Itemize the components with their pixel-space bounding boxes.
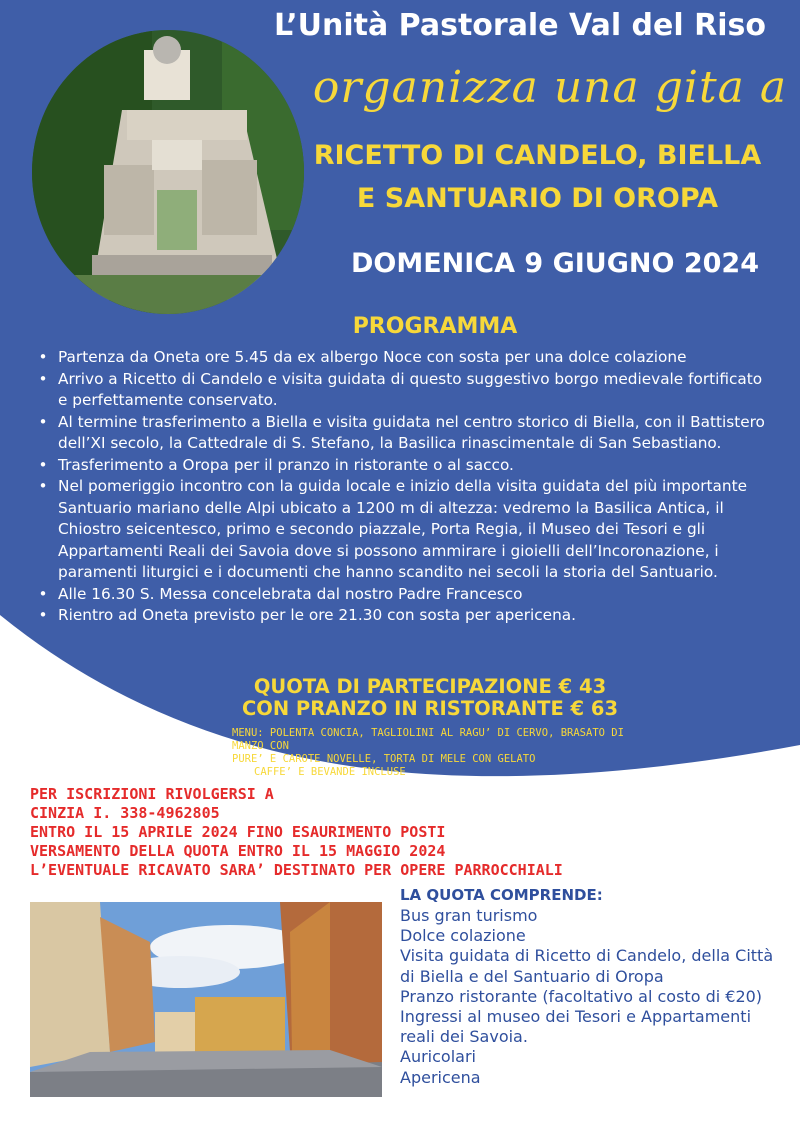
- includes-title: LA QUOTA COMPRENDE:: [400, 886, 603, 904]
- price-participation: QUOTA DI PARTECIPAZIONE € 43: [253, 675, 607, 698]
- biella-town-photo: [30, 902, 382, 1097]
- includes-item: Dolce colazione: [400, 926, 526, 946]
- bullet-icon: •: [38, 455, 48, 474]
- program-item: • Nel pomeriggio incontro con la guida locale e inizio della visita guidata del più importante Santuario mariano delle Alpi ubicato a 1200 m di altezza: vedremo la Basilica Antica, il Chiostro seicentesco, primo e secondo piazzale, Porta Regia, il Museo dei Tesori e gli Appartamenti Reali dei Savoia dove si possono ammirare i gioielli dell’Incoronazione, i paramenti liturgici e i documenti che hanno scandito nei secoli la storia del Santuario.: [36, 476, 776, 584]
- program-item: • Trasferimento a Oropa per il pranzo in ristorante o al sacco.: [36, 455, 776, 477]
- price-with-lunch: CON PRANZO IN RISTORANTE € 63: [241, 697, 619, 720]
- event-date: DOMENICA 9 GIUGNO 2024: [350, 248, 759, 279]
- oropa-sanctuary-photo: [32, 30, 304, 315]
- script-tagline: organizza una gita a: [312, 62, 788, 113]
- includes-item: Apericena: [400, 1067, 481, 1087]
- program-item: • Arrivo a Ricetto di Candelo e visita guidata di questo suggestivo borgo medievale fortificato e perfettamente conservato.: [36, 369, 776, 412]
- program-item: • Al termine trasferimento a Biella e visita guidata nel centro storico di Biella, con il Battistero dell’XI secolo, la Cattedrale di S. Stefano, la Basilica rinascimentale di San Sebastiano.: [36, 412, 776, 455]
- registration-info: [30, 785, 670, 880]
- program-list: [36, 347, 776, 627]
- registration-line: PER ISCRIZIONI RIVOLGERSI A: [30, 785, 274, 803]
- includes-list: [400, 906, 780, 1088]
- includes-item: Ingressi al museo dei Tesori e Appartamenti reali dei Savoia.: [400, 1007, 752, 1047]
- menu-description: [232, 727, 642, 779]
- destination-line-1: RICETTO DI CANDELO, BIELLA: [313, 140, 762, 171]
- includes-item: Visita guidata di Ricetto di Candelo, della Città di Biella e del Santuario di Oropa: [400, 946, 774, 986]
- bullet-icon: •: [38, 348, 48, 366]
- program-item: • Partenza da Oneta ore 5.45 da ex albergo Noce con sosta per una dolce colazione: [36, 347, 776, 369]
- includes-item: Pranzo ristorante (facoltativo al costo di €20): [400, 986, 763, 1006]
- program-item: • Rientro ad Oneta previsto per le ore 21.30 con sosta per apericena.: [36, 605, 776, 627]
- program-item: • Alle 16.30 S. Messa concelebrata dal nostro Padre Francesco: [36, 584, 776, 606]
- includes-item: Bus gran turismo: [400, 906, 538, 925]
- includes-item: Auricolari: [400, 1047, 476, 1067]
- bullet-icon: •: [38, 584, 48, 603]
- program-title: PROGRAMMA: [352, 314, 518, 339]
- bullet-icon: •: [38, 606, 48, 624]
- menu-line: MENU: POLENTA CONCIA, TAGLIOLINI AL RAGU’ DI CERVO, BRASATO DI MANZO CON: [232, 727, 624, 752]
- registration-line: L’EVENTUALE RICAVATO SARA’ DESTINATO PER OPERE PARROCCHIALI: [30, 861, 563, 879]
- organizer-title: L’Unità Pastorale Val del Riso: [274, 8, 766, 43]
- menu-line: PURE’ E CAROTE NOVELLE, TORTA DI MELE CON GELATO: [232, 753, 536, 765]
- bullet-icon: •: [38, 412, 48, 431]
- registration-line: ENTRO IL 15 APRILE 2024 FINO ESAURIMENTO POSTI: [30, 823, 446, 841]
- registration-phone: CINZIA I. 338-4962805: [30, 804, 220, 822]
- menu-line: CAFFE’ E BEVANDE INCLUSE: [254, 766, 406, 778]
- registration-line: VERSAMENTO DELLA QUOTA ENTRO IL 15 MAGGIO 2024: [30, 842, 446, 860]
- bullet-icon: •: [38, 369, 48, 388]
- bullet-icon: •: [38, 477, 48, 495]
- destination-line-2: E SANTUARIO DI OROPA: [356, 183, 719, 214]
